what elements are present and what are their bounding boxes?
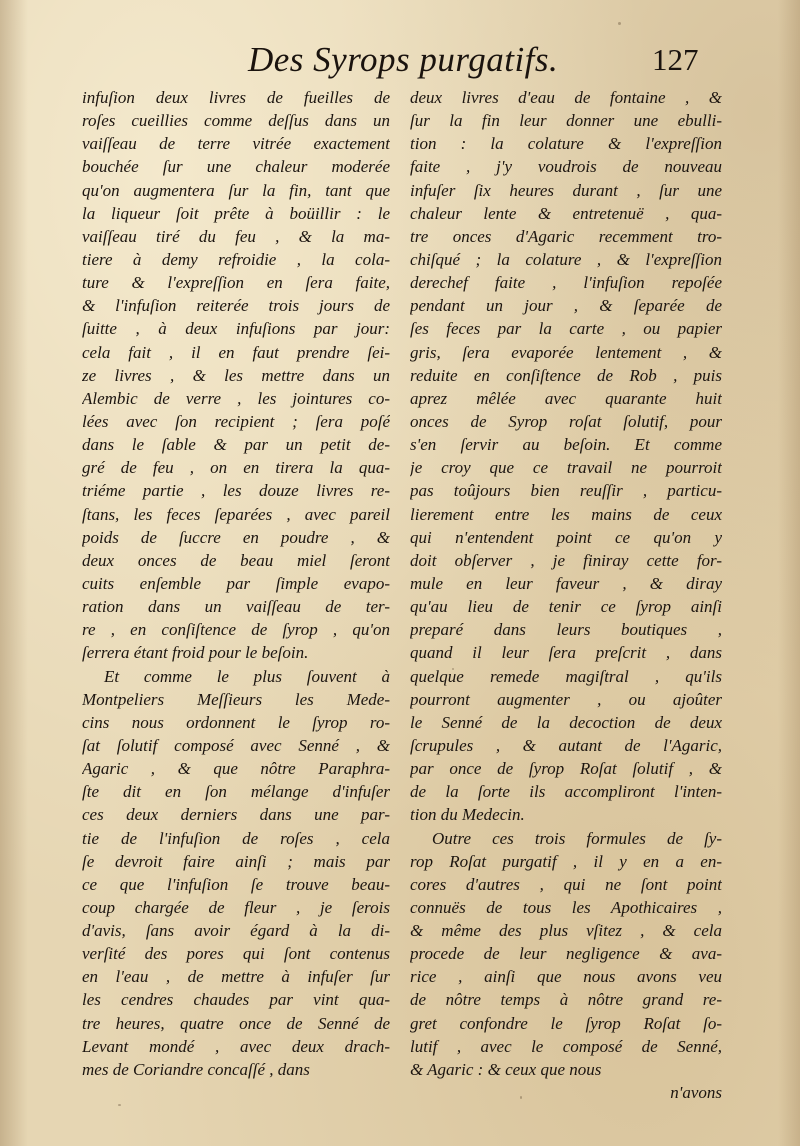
text-line: cins nous ordonnent le ſyrop ro- (82, 712, 390, 732)
left-column (82, 86, 390, 1081)
text-line: ſte dit en ſon mélange d'infuſer (82, 782, 390, 802)
text-line: quand il leur ſera preſcrit , dans (410, 643, 722, 663)
text-line: mes de Coriandre concaſſé , dans (82, 1059, 310, 1079)
page-number: 127 (652, 42, 699, 77)
text-line: quelque remede magiſtral , qu'ils (410, 666, 722, 686)
text-line: bouchée ſur une chaleur moderée (82, 157, 390, 177)
text-line: qu'on augmentera ſur la fin, tant que (82, 180, 390, 200)
text-line: Levant mondé , avec deux drach- (82, 1036, 390, 1056)
text-line: doit obſerver , je finiray cette for- (410, 550, 722, 570)
text-line: procede de leur negligence & ava- (410, 944, 722, 964)
text-line: tie de l'infuſion de roſes , cela (82, 828, 390, 848)
text-line: lutif , avec le composé de Senné, (410, 1036, 722, 1056)
text-line: chaleur lente & entretenuë , qua- (410, 203, 722, 223)
text-line: vaiſſeau tiré du feu , & la ma- (82, 226, 390, 246)
right-column (410, 86, 722, 1104)
text-line: verſité des pores qui ſont contenus (82, 944, 390, 964)
text-line: d'avis, ſans avoir égard à la di- (82, 921, 390, 941)
text-line: cela fait , il en faut prendre ſei- (82, 342, 390, 362)
text-line: poids de ſuccre en poudre , & (82, 527, 390, 547)
text-line: Agaric , & que nôtre Paraphra- (82, 759, 390, 779)
text-line: tre onces d'Agaric recemment tro- (410, 226, 722, 246)
text-line: lées avec ſon recipient ; ſera poſé (82, 411, 390, 431)
text-line: mule en leur faveur , & diray (410, 573, 722, 593)
text-line: ſat ſolutif composé avec Senné , & (82, 735, 390, 755)
text-line: reduite en conſiſtence de Rob , puis (410, 365, 722, 385)
text-line: lierement entre les mains de ceux (410, 504, 722, 524)
paper-speck (452, 668, 454, 670)
text-line: onces de Syrop roſat ſolutif, pour (410, 411, 722, 431)
text-line: gris, ſera evaporée lentement , & (410, 342, 722, 362)
text-line: vaiſſeau de terre vitrée exactement (82, 134, 390, 154)
text-line: qui n'entendent point ce qu'on y (410, 527, 722, 547)
text-line: preparé dans leurs boutiques , (410, 620, 722, 640)
text-line: re , en conſiſtence de ſyrop , qu'on (82, 620, 390, 640)
text-line: connuës de tous les Apothicaires , (410, 897, 722, 917)
text-line: ture & l'expreſſion en ſera faite, (82, 273, 390, 293)
text-line: infuſion deux livres de fueilles de (82, 88, 390, 107)
text-line: Outre ces trois formules de ſy- (432, 828, 722, 848)
text-line: par once de ſyrop Roſat ſolutif , & (410, 759, 722, 779)
text-line: roſes cueillies comme deſſus dans un (82, 111, 390, 131)
text-line: ſes feces par la carte , ou papier (410, 319, 722, 339)
text-line: derechef faite , l'infuſion repoſée (410, 273, 722, 293)
text-line: s'en ſervir au beſoin. Et comme (410, 435, 722, 455)
page-header (0, 40, 800, 86)
text-line: & même des plus vſitez , & cela (410, 921, 722, 941)
text-line: pourront augmenter , ou ajoûter (410, 689, 722, 709)
page-gutter-shadow (0, 0, 28, 1146)
text-line: pendant un jour , & ſeparée de (410, 296, 722, 316)
text-line: ces deux derniers dans une par- (82, 805, 390, 825)
text-line: tre heures, quatre once de Senné de (82, 1013, 390, 1033)
text-line: chiſqué ; la colature , & l'expreſſion (410, 249, 722, 269)
text-line: tion : la colature & l'expreſſion (410, 134, 722, 154)
text-line: Alembic de verre , les jointures co- (82, 388, 390, 408)
text-line: faite , j'y voudrois de nouveau (410, 157, 722, 177)
text-line: gré de feu , on en tirera la qua- (82, 458, 390, 478)
text-line: & l'infuſion reiterée trois jours de (82, 296, 390, 316)
text-line: coup chargée de fleur , je ſerois (82, 897, 390, 917)
text-line: triéme partie , les douze livres re- (82, 481, 390, 501)
text-line: ſur la fin leur donner une ebulli- (410, 111, 722, 131)
text-line: de nôtre temps à nôtre grand re- (410, 990, 722, 1010)
text-line: dans le ſable & par un petit de- (82, 435, 390, 455)
text-line: ſcrupules , & autant de l'Agaric, (410, 735, 722, 755)
paper-speck (520, 1096, 522, 1099)
paper-speck (618, 22, 621, 25)
text-line: ration dans un vaiſſeau de ter- (82, 597, 390, 617)
text-line: ſe devroit faire ainſi ; mais par (82, 851, 390, 871)
text-line: tiere à demy refroidie , la cola- (82, 249, 390, 269)
text-line: Montpeliers Meſſieurs les Mede- (82, 689, 390, 709)
text-line: pas toûjours bien reuſſir , particu- (410, 481, 722, 501)
text-line: ce que l'infuſion ſe trouve beau- (82, 874, 390, 894)
text-line: rice , ainſi que nous avons veu (410, 967, 722, 987)
text-line: Et comme le plus ſouvent à (104, 666, 390, 686)
text-line: en l'eau , de mettre à infuſer ſur (82, 967, 390, 987)
text-line: de la ſorte ils accompliront l'inten- (410, 782, 722, 802)
text-line: infuſer ſix heures durant , ſur une (410, 180, 722, 200)
text-line: deux livres d'eau de fontaine , & (410, 88, 722, 107)
text-line: je croy que ce travail ne pourroit (410, 458, 722, 478)
text-line: cuits enſemble par ſimple evapo- (82, 573, 390, 593)
text-line: cores d'autres , qui ne ſont point (410, 874, 722, 894)
text-line: deux onces de beau miel ſeront (82, 550, 390, 570)
text-line: rop Roſat purgatif , il y en a en- (410, 851, 722, 871)
paper-speck (118, 1104, 121, 1106)
text-line: n'avons (670, 1083, 722, 1103)
running-head: Des Syrops purgatifs. (248, 40, 559, 79)
text-line: tion du Medecin. (410, 805, 525, 825)
text-line: ſuitte , à deux infuſions par jour: (82, 319, 390, 339)
text-line: le Senné de la decoction de deux (410, 712, 722, 732)
page-edge-shadow (778, 0, 800, 1146)
text-line: & Agaric : & ceux que nous (410, 1059, 602, 1079)
text-line: aprez mêlée avec quarante huit (410, 388, 722, 408)
text-line: ſerrera étant froid pour le beſoin. (82, 643, 309, 663)
text-line: qu'au lieu de tenir ce ſyrop ainſi (410, 597, 722, 617)
text-line: la liqueur ſoit prête à boüillir : le (82, 203, 390, 223)
text-line: ze livres , & les mettre dans un (82, 365, 390, 385)
text-line: ſtans, les feces ſeparées , avec pareil (82, 504, 390, 524)
text-line: gret confondre le ſyrop Roſat ſo- (410, 1013, 722, 1033)
text-line: les cendres chaudes par vint qua- (82, 990, 390, 1010)
